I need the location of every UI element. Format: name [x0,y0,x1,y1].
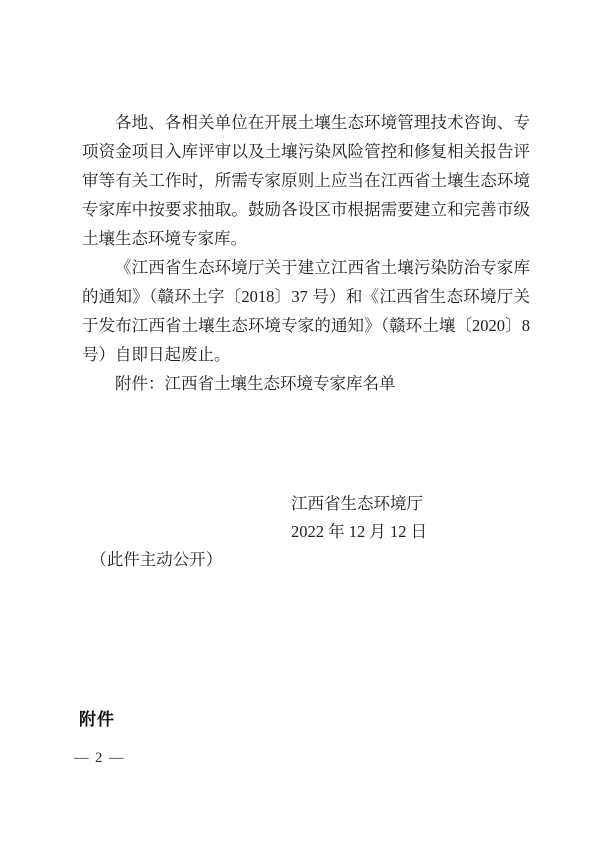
body-paragraph-1: 各地、各相关单位在开展土壤生态环境管理技术咨询、专项资金项目入库评审以及土壤污染风险管控和修复相关报告评审等有关工作时，所需专家原则上应当在江西省土壤生态环境专家库中按要求抽取。鼓励各设区市根据需要建立和完善市级土壤生态环境专家库。 [82,113,530,248]
issue-date: 2022 年 12 月 12 日 [291,522,428,541]
page-number: — 2 — [74,750,125,766]
body-paragraph-2: 《江西省生态环境厅关于建立江西省土壤污染防治专家库的通知》（赣环土字〔2018〕37 号）和《江西省生态环境厅关于发布江西省土壤生态环境专家的通知》（赣环土壤〔2020〕8 号）自即日起废止。 [82,258,530,364]
issuing-agency: 江西省生态环境厅 [291,494,423,513]
disclosure-note: （此件主动公开） [90,550,223,569]
signature-block [291,490,427,546]
attachment-reference-line: 附件：江西省土壤生态环境专家库名单 [115,374,396,393]
document-body [82,108,530,398]
appendix-heading: 附件 [79,710,115,729]
